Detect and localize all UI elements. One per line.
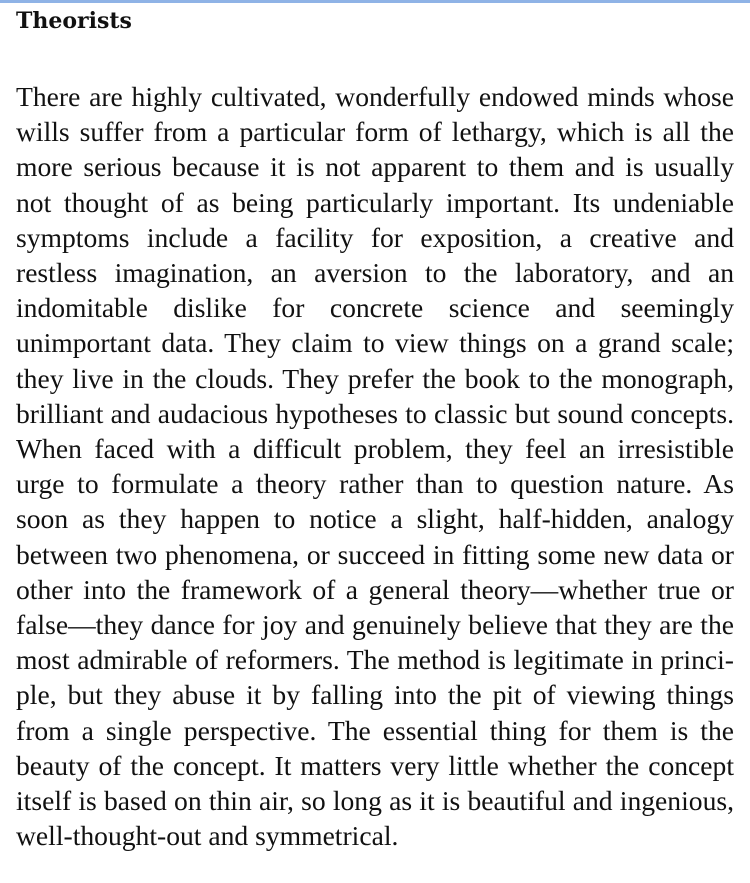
document-page <box>16 6 734 853</box>
body-paragraph: There are highly cultivated, wonderfully endowed minds whose wills suffer from a particular form of lethargy, which is all the more serious because it is not apparent to them and is usually not thought of as being particularly important. Its undeniable symptoms include a facility for exposition, a creative and restless imagination, an aversion to the laboratory, and an indomitable dislike for concrete science and seemingly unimportant data. They claim to view things on a grand scale; they live in the clouds. They prefer the book to the monograph, brilliant and audacious hypotheses to classic but sound concepts. When faced with a difficult problem, they feel an irresistible urge to formulate a theory rather than to question nature. As soon as they happen to notice a slight, half-hidden, analogy between two phenomena, or succeed in fitting some new data or other into the framework of a general theory—whether true or false—they dance for joy and genuinely believe that they are the most admirable of reformers. The method is legitimate in principle, but they abuse it by falling into the pit of viewing things from a single perspective. The essential thing for them is the beauty of the concept. It matters very little whether the concept itself is based on thin air, so long as it is beautiful and ingenious, well-thought-out and symmetrical. <box>16 81 734 852</box>
section-heading: Theorists <box>16 8 132 34</box>
top-divider <box>0 0 750 3</box>
